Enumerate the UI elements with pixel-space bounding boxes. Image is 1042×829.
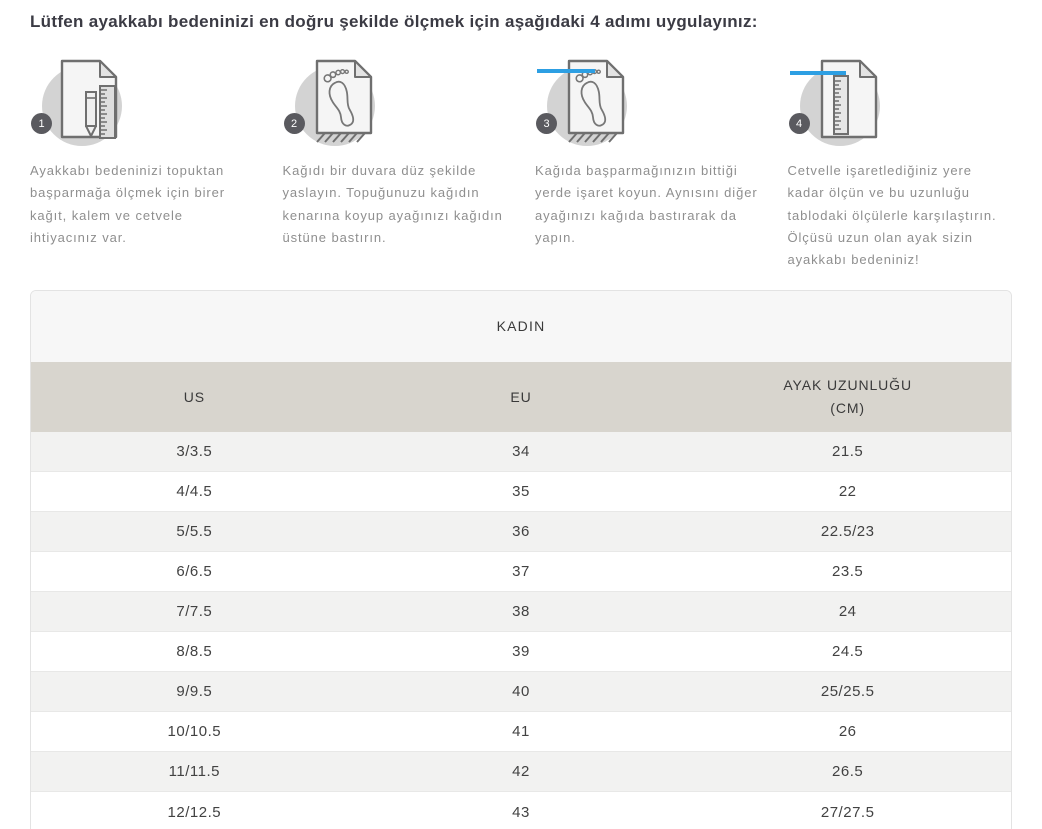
- size-cell: 43: [512, 803, 530, 821]
- size-table-row: [31, 712, 1011, 752]
- paper-footprint-icon: [283, 56, 395, 148]
- size-table-card: [30, 290, 1012, 829]
- paper-footprint-mark-icon: [535, 56, 647, 148]
- size-table-row: [31, 792, 1011, 829]
- step-description: Cetvelle işaretlediğiniz yere kadar ölçün ve bu uzunluğu tablodaki ölçülerle karşılaştırın. Ölçüsü uzun olan ayak sizin ayakkabı bedeniniz!: [787, 163, 997, 268]
- step-item: [535, 56, 760, 272]
- size-table-row: [31, 552, 1011, 592]
- size-cell: 37: [512, 563, 530, 581]
- size-cell: 22: [838, 483, 857, 501]
- size-cell: 39: [512, 643, 530, 661]
- size-cell: 40: [512, 683, 530, 701]
- size-cell: 10/10.5: [167, 723, 222, 741]
- size-cell: 24: [838, 603, 857, 621]
- step-description: Kağıdı bir duvara düz şekilde yaslayın. Topuğunuzu kağıdın kenarına koyup ayağınızı kağıdın üstüne bastırın.: [282, 163, 503, 246]
- size-cell: 5/5.5: [176, 523, 213, 541]
- step-item: [30, 56, 255, 272]
- paper-ruler-measure-icon: [788, 56, 900, 148]
- size-cell: 36: [512, 523, 530, 541]
- step-item: [788, 56, 1013, 272]
- size-cell: 26: [838, 723, 857, 741]
- size-table-row: [31, 672, 1011, 712]
- size-cell: 12/12.5: [167, 803, 222, 821]
- size-table-group-title: KADIN: [31, 291, 1011, 362]
- size-table-row: [31, 592, 1011, 632]
- size-cell: 3/3.5: [176, 443, 213, 461]
- size-cell: 4/4.5: [176, 483, 213, 501]
- size-cell: 35: [512, 483, 530, 501]
- size-table-header-row: [31, 362, 1011, 432]
- size-cell: 11/11.5: [168, 763, 220, 781]
- column-header-foot-length: AYAK UZUNLUĞU (CM): [684, 362, 1011, 432]
- size-cell: 25/25.5: [820, 683, 875, 701]
- size-cell: 8/8.5: [176, 643, 213, 661]
- step-number-badge: 3: [536, 113, 557, 134]
- size-cell: 7/7.5: [176, 603, 213, 621]
- step-number-badge: 4: [789, 113, 810, 134]
- size-cell: 24.5: [832, 643, 864, 661]
- paper-pencil-ruler-icon: [30, 56, 142, 148]
- size-cell: 23.5: [832, 563, 864, 581]
- size-cell: 38: [512, 603, 530, 621]
- size-cell: 9/9.5: [176, 683, 213, 701]
- size-table-body: [31, 432, 1011, 829]
- step-item: [283, 56, 508, 272]
- column-header-us: US: [31, 362, 358, 432]
- step-number-badge: 2: [284, 113, 305, 134]
- size-cell: 34: [512, 443, 530, 461]
- size-cell: 21.5: [832, 443, 864, 461]
- column-header-eu: EU: [358, 362, 685, 432]
- step-description: Kağıda başparmağınızın bittiği yerde işaret koyun. Aynısını diğer ayağınızı kağıda bastırarak da yapın.: [535, 163, 758, 246]
- steps-row: [30, 56, 1012, 272]
- size-table-row: [31, 472, 1011, 512]
- page-title: Lütfen ayakkabı bedeninizi en doğru şekilde ölçmek için aşağıdaki 4 adımı uygulayınız:: [30, 12, 758, 31]
- size-table-row: [31, 432, 1011, 472]
- step-description: Ayakkabı bedeninizi topuktan başparmağa ölçmek için birer kağıt, kalem ve cetvele ihtiyacınız var.: [30, 163, 225, 246]
- size-cell: 42: [512, 763, 530, 781]
- size-cell: 26.5: [832, 763, 864, 781]
- size-cell: 6/6.5: [176, 563, 213, 581]
- size-table-row: [31, 512, 1011, 552]
- size-cell: 27/27.5: [820, 803, 875, 821]
- size-cell: 22.5/23: [820, 523, 875, 541]
- size-cell: 41: [512, 723, 530, 741]
- size-table: [31, 362, 1011, 829]
- size-table-row: [31, 632, 1011, 672]
- size-table-row: [31, 752, 1011, 792]
- step-number-badge: 1: [31, 113, 52, 134]
